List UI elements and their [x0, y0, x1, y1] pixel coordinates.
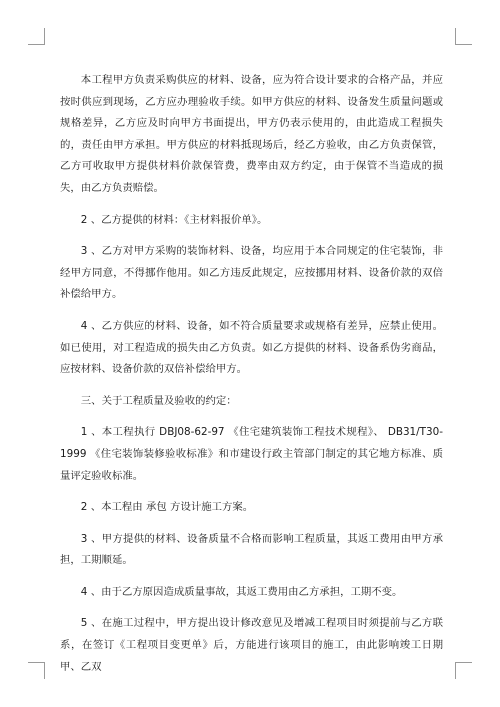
crop-mark-bottom-right: [455, 662, 472, 679]
paragraph-clause-4: 4 、乙方供应的材料、设备，如不符合质量要求或规格有差异，应禁止使用。如已使用，对工程造成的损失由乙方负责。如乙方提供的材料、设备系伪劣商品，应按材料、设备价款的双倍补偿给甲方。: [60, 319, 443, 376]
paragraph-material-supply: 本工程甲方负责采购供应的材料、设备，应为符合设计要求的合格产品，并应按时供应到现场，乙方应办理验收手续。如甲方供应的材料、设备发生质量问题或规格差异，乙方应及时向甲方书面提出，甲方仍表示使用的，由此造成工程损失的，责任由甲方承担。甲方供应的材料抵现场后，经乙方验收，由乙方负责保管，乙方可收取甲方提供材料价款保管费，费率由双方约定，由于保管不当造成的损失，由乙方负责赔偿。: [60, 74, 443, 194]
paragraph-quality-1: 1 、本工程执行 DBJ08-62-97 《住宅建筑装饰工程技术规程》、 DB31/T30-1999 《住宅装饰装修验收标准》和市建设行政主管部门制定的其它地方标准、质量评定验收标准。: [60, 426, 443, 482]
paragraph-quality-2: 2 、本工程由 承包 方设计施工方案。: [80, 501, 254, 514]
crop-mark-bottom-left: [28, 662, 45, 679]
crop-mark-top-left: [28, 28, 45, 45]
paragraph-clause-2: 2 、乙方提供的材料：《主材料报价单》。: [80, 213, 268, 226]
paragraph-quality-3: 3 、甲方提供的材料、设备质量不合格而影响工程质量，其返工费用由甲方承担，工期顺延。: [60, 532, 443, 567]
crop-mark-top-right: [455, 28, 472, 45]
paragraph-quality-4: 4 、由于乙方原因造成质量事故，其返工费用由乙方承担，工期不变。: [80, 585, 403, 598]
document-body: [60, 70, 443, 688]
paragraph-clause-3: 3 、乙方对甲方采购的装饰材料、设备，均应用于本合同规定的住宅装饰，非经甲方同意，不得挪作他用。如乙方违反此规定，应按挪用材料、设备价款的双倍补偿给甲方。: [60, 245, 443, 301]
section-heading-quality: 三、关于工程质量及验收的约定：: [80, 394, 237, 407]
paragraph-quality-5: 5 、在施工过程中，甲方提出设计修改意见及增减工程项目时须提前与乙方联系，在签订《工程项目变更单》后，方能进行该项目的施工，由此影响竣工日期甲、乙双: [60, 617, 443, 673]
